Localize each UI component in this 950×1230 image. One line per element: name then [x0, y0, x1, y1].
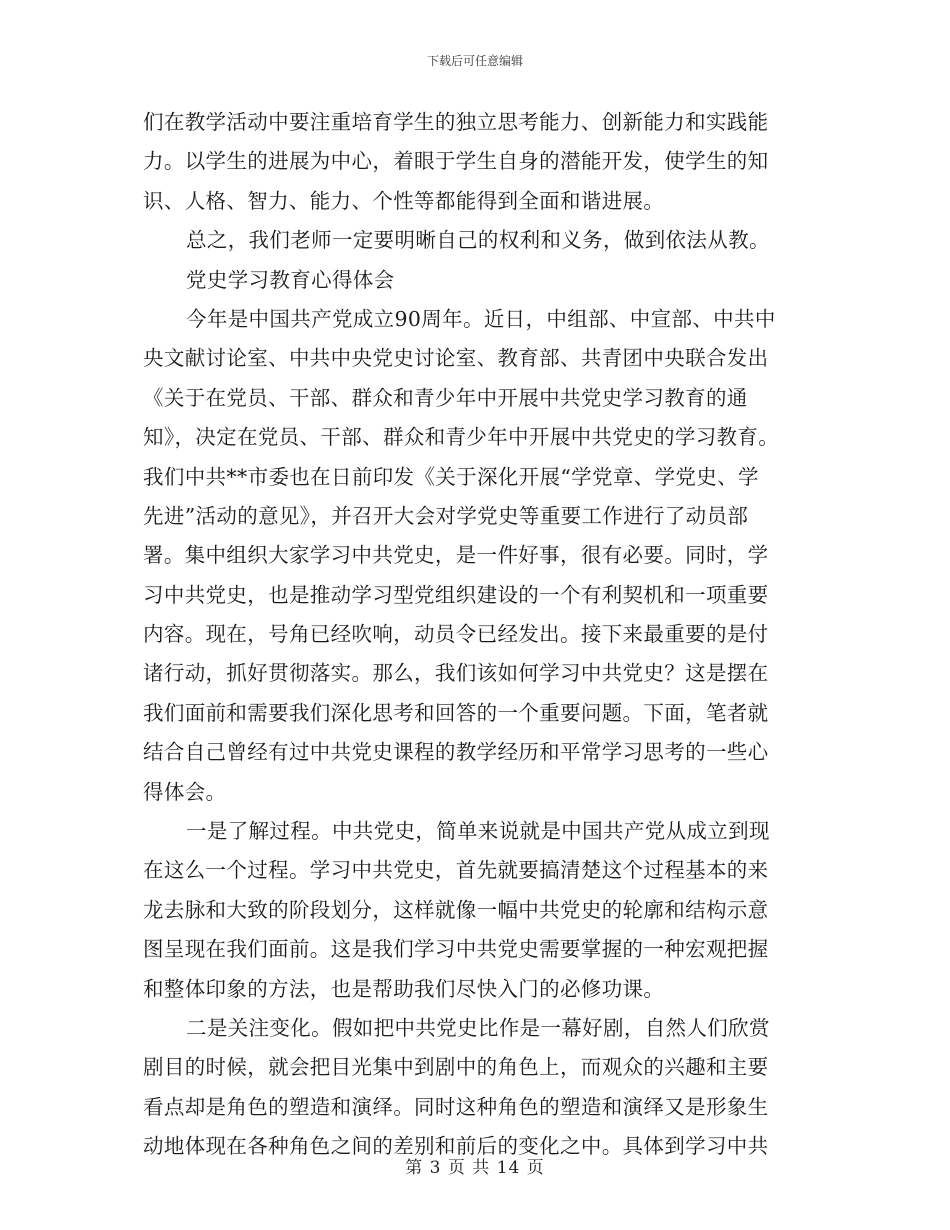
- text-line: 署。集中组织大家学习中共党史，是一件好事，很有必要。同时，学: [143, 543, 769, 568]
- text-line: 看点却是角色的塑造和演绎。同时这种角色的塑造和演绎又是形象生: [143, 1094, 769, 1119]
- text-line: 剧目的时候，就会把目光集中到剧中的角色上，而观众的兴趣和主要: [143, 1055, 769, 1080]
- text-line: 党史学习教育心得体会: [186, 267, 395, 292]
- text-line: 们在教学活动中要注重培育学生的独立思考能力、创新能力和实践能: [143, 110, 769, 134]
- text-line: 先进”活动的意见》，并召开大会对学党史等重要工作进行了动员部: [143, 503, 749, 528]
- text-line: 央文献讨论室、中共中央党史讨论室、教育部、共青团中央联合发出: [143, 346, 769, 371]
- text-line: 结合自己曾经有过中共党史课程的教学经历和平常学习思考的一些心: [143, 740, 769, 765]
- text-line: 力。以学生的进展为中心，着眼于学生自身的潜能开发，使学生的知: [143, 149, 769, 174]
- text-line: 我们面前和需要我们深化思考和回答的一个重要问题。下面，笔者就: [143, 700, 769, 725]
- text-line: 总之，我们老师一定要明晰自己的权利和义务，做到依法从教。: [186, 228, 770, 253]
- text-line: 诸行动，抓好贯彻落实。那么，我们该如何学习中共党史？这是摆在: [143, 661, 769, 686]
- text-line: 今年是中国共产党成立90周年。近日，中组部、中宣部、中共中: [186, 306, 776, 331]
- text-line: 在这么一个过程。学习中共党史，首先就要搞清楚这个过程基本的来: [143, 858, 769, 883]
- page-footer: 第 3 页 共 14 页: [405, 1158, 545, 1178]
- document-body: [143, 103, 813, 1167]
- text-line: 习中共党史，也是推动学习型党组织建设的一个有利契机和一项重要: [143, 582, 769, 607]
- text-line: 动地体现在各种角色之间的差别和前后的变化之中。具体到学习中共: [143, 1134, 769, 1159]
- text-line: 图呈现在我们面前。这是我们学习中共党史需要掌握的一种宏观把握: [143, 937, 769, 962]
- text-line: 《关于在党员、干部、群众和青少年中开展中共党史学习教育的通: [143, 385, 748, 410]
- text-line: 二是关注变化。假如把中共党史比作是一幕好剧，自然人们欣赏: [186, 1015, 770, 1040]
- text-line: 龙去脉和大致的阶段划分，这样就像一幅中共党史的轮廓和结构示意: [143, 897, 769, 922]
- text-line: 我们中共**市委也在日前印发《关于深化开展“学党章、学党史、学: [143, 464, 759, 489]
- text-line: 得体会。: [143, 779, 227, 804]
- text-line: 一是了解过程。中共党史，简单来说就是中国共产党从成立到现: [186, 819, 770, 844]
- page-header: 下载后可任意编辑: [426, 54, 523, 68]
- text-line: 和整体印象的方法，也是帮助我们尽快入门的必修功课。: [143, 976, 665, 1001]
- text-line: 识、人格、智力、能力、个性等都能得到全面和谐进展。: [143, 188, 665, 213]
- text-line: 内容。现在，号角已经吹响，动员令已经发出。接下来最重要的是付: [143, 622, 769, 647]
- text-line: 知》，决定在党员、干部、群众和青少年中开展中共党史的学习教育。: [143, 425, 780, 450]
